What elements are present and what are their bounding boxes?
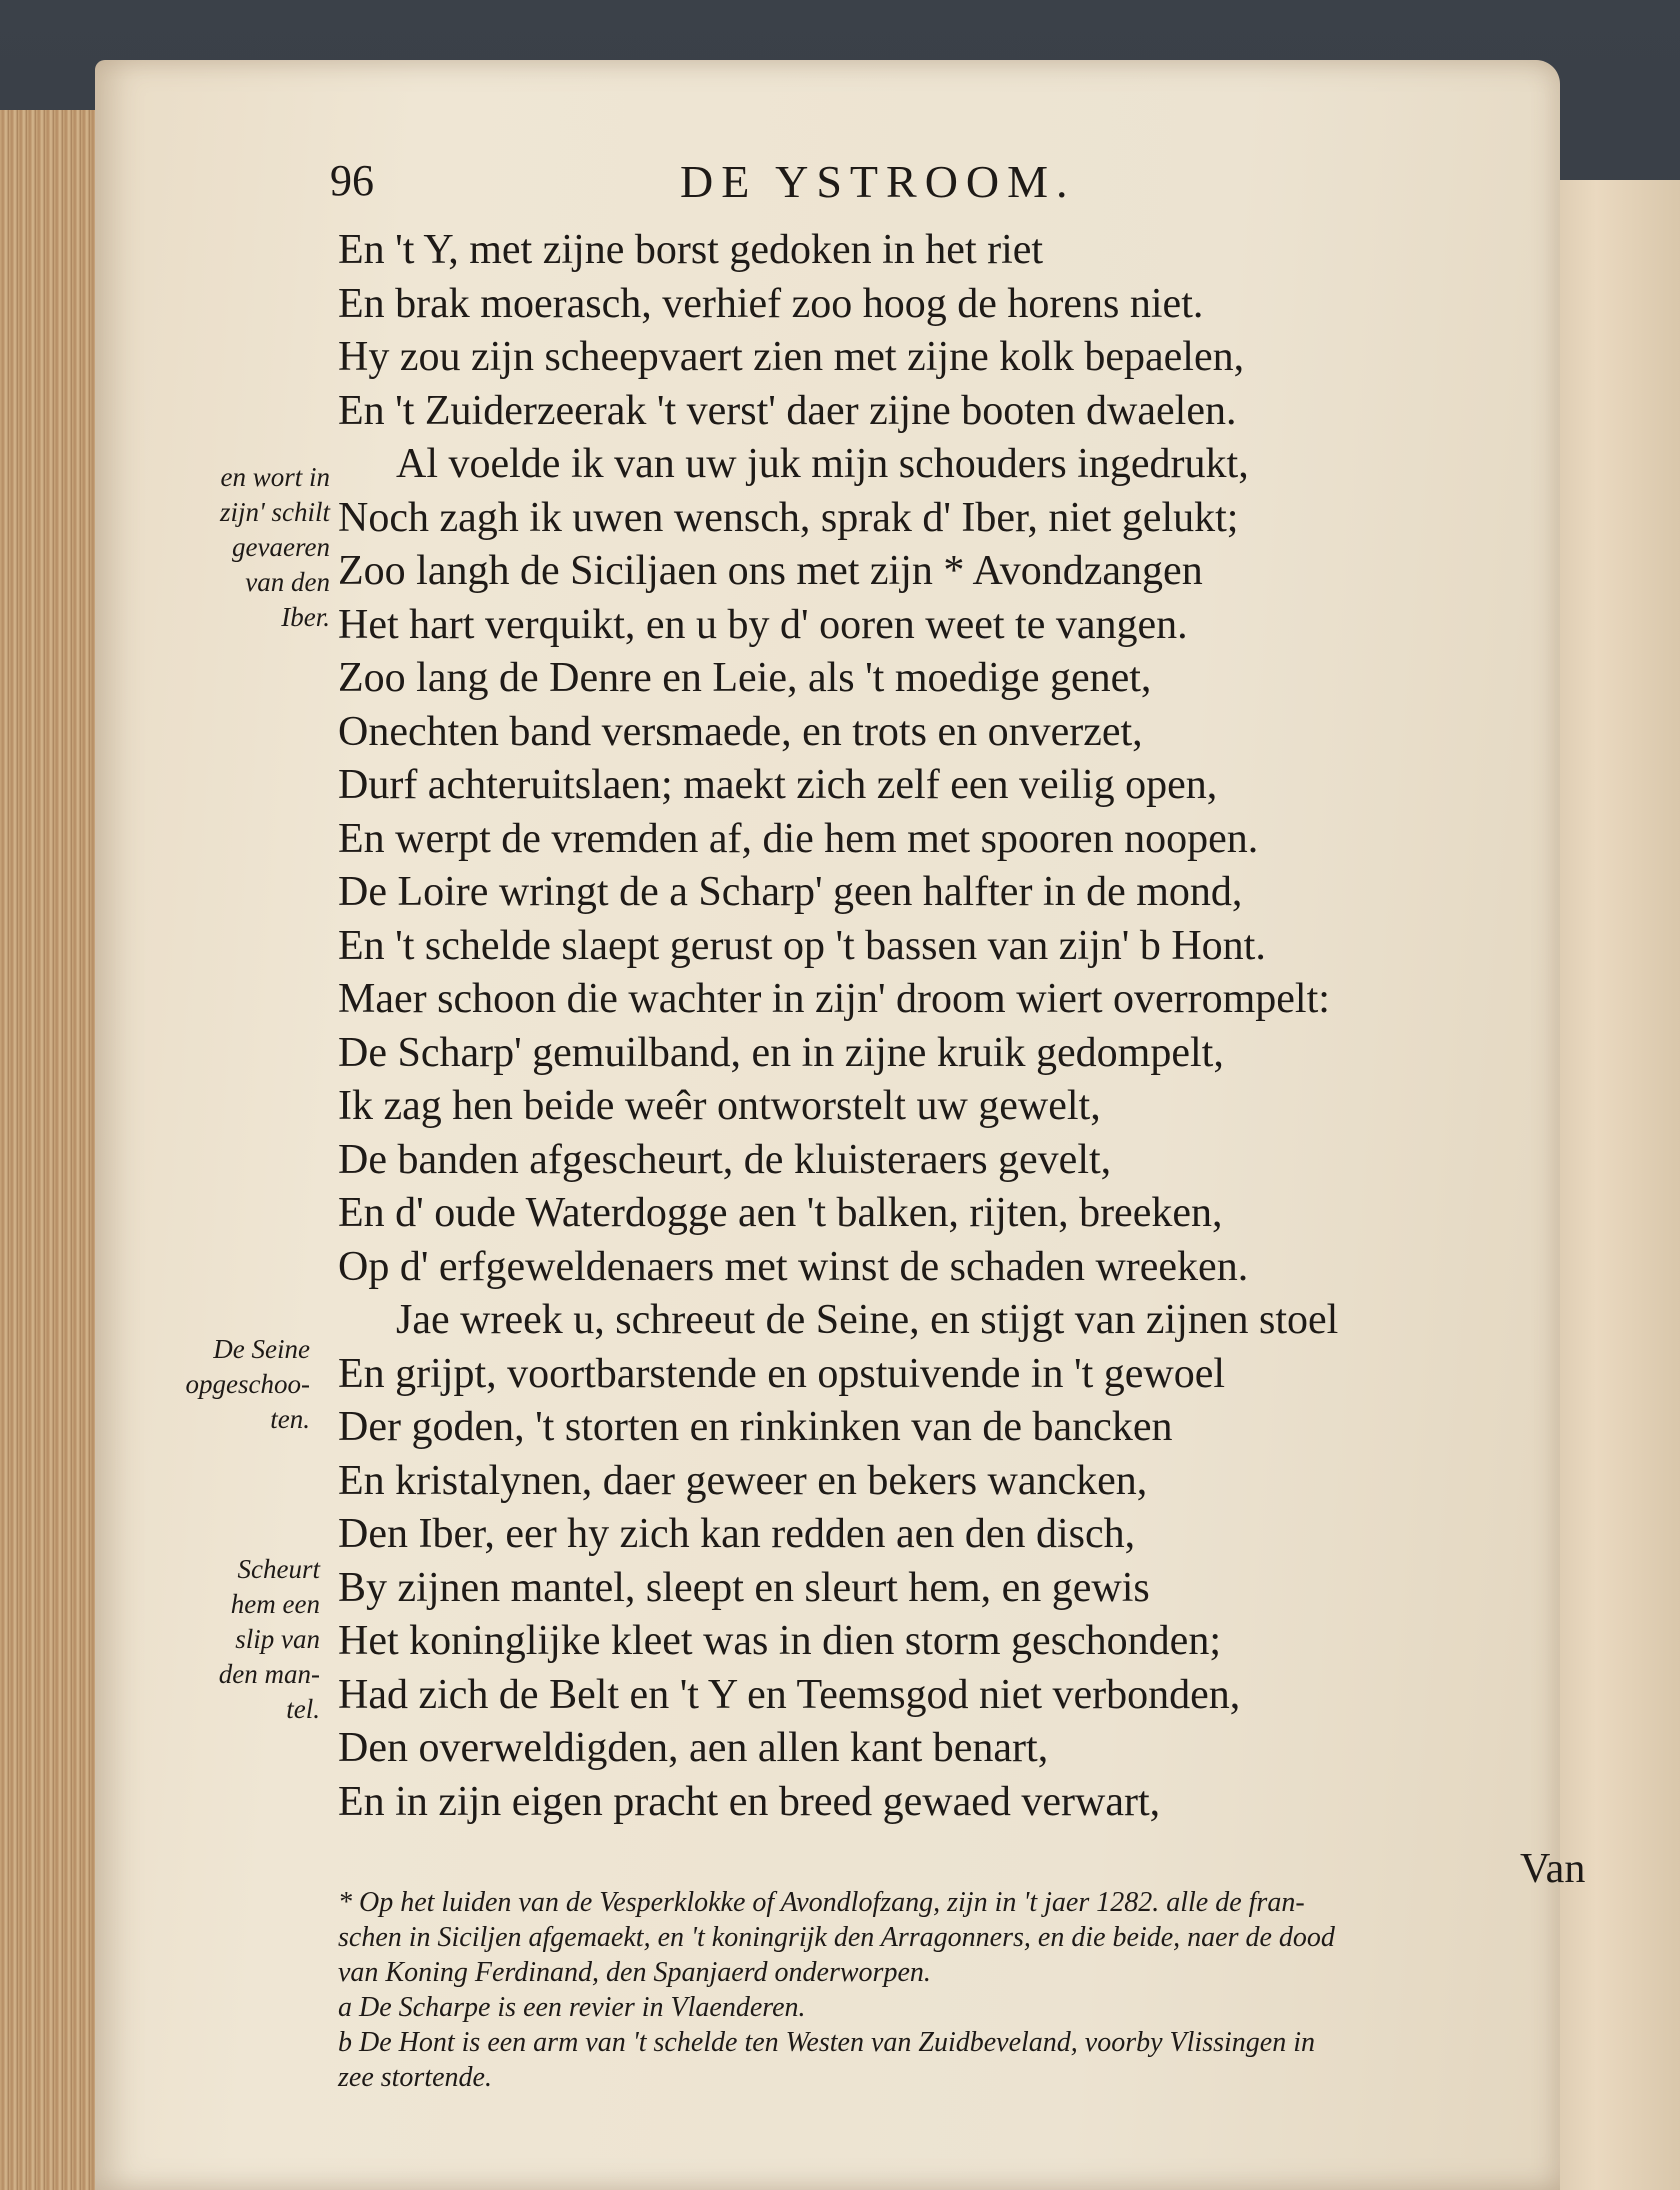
margin-note-line: zijn' schilt: [219, 497, 330, 527]
margin-note-line: ten.: [270, 1404, 310, 1434]
verse-line: De Scharp' gemuilband, en in zijne kruik gedompelt,: [338, 1029, 1224, 1076]
margin-note-line: van den: [245, 567, 330, 597]
verse-line: Jae wreek u, schreeut de Seine, en stijgt van zijnen stoel: [396, 1297, 1339, 1343]
verse-line: En 't schelde slaept gerust op 't bassen van zijn' b Hont.: [338, 922, 1266, 969]
running-head: DE YSTROOM.: [680, 156, 1076, 207]
verse-line: Ik zag hen beide weêr ontworstelt uw gewelt,: [338, 1083, 1101, 1129]
page-number: 96: [330, 156, 374, 205]
verse-line: Het koninglijke kleet was in dien storm geschonden;: [338, 1618, 1221, 1664]
footnote-line: a De Scharpe is een revier in Vlaenderen.: [338, 1992, 806, 2023]
verse-line: En kristalynen, daer geweer en bekers wancken,: [338, 1457, 1148, 1504]
verse-line: Op d' erfgeweldenaers met winst de schaden wreeken.: [338, 1243, 1249, 1290]
verse-line: Hy zou zijn scheepvaert zien met zijne kolk bepaelen,: [338, 334, 1245, 380]
footnote-line: van Koning Ferdinand, den Spanjaerd onderworpen.: [338, 1957, 931, 1988]
margin-note-mantel: [150, 1552, 320, 1727]
verse-line: En 't Y, met zijne borst gedoken in het riet: [338, 227, 1044, 273]
verse-line: Den Iber, eer hy zich kan redden aen den disch,: [338, 1511, 1136, 1557]
verse-line: Den overweldigden, aen allen kant benart,: [338, 1725, 1049, 1771]
footnote-line: zee stortende.: [338, 2062, 492, 2093]
margin-note-iber: [160, 460, 330, 635]
margin-note-line: Scheurt: [237, 1554, 320, 1584]
footnote-line: b De Hont is een arm van 't schelde ten Westen van Zuidbeveland, voorby Vlissingen in: [338, 2027, 1315, 2058]
margin-note-line: gevaeren: [232, 532, 330, 562]
margin-note-line: hem een: [230, 1589, 320, 1619]
verse-line: Noch zagh ik uwen wensch, sprak d' Iber, niet gelukt;: [338, 494, 1239, 541]
footnote-line: schen in Siciljen afgemaekt, en 't koningrijk den Arragonners, en die beide, naer de dood: [338, 1922, 1335, 1953]
verse-line: Der goden, 't storten en rinkinken van de bancken: [338, 1404, 1173, 1450]
margin-note-line: opgeschoo-: [185, 1369, 310, 1399]
margin-note-line: De Seine: [213, 1334, 310, 1364]
verse-line: De banden afgescheurt, de kluisteraers gevelt,: [338, 1136, 1112, 1183]
verse-line: Maer schoon die wachter in zijn' droom wiert overrompelt:: [338, 976, 1330, 1022]
verse-line: Al voelde ik van uw juk mijn schouders ingedrukt,: [396, 441, 1249, 487]
verse-line: Het hart verquikt, en u by d' ooren weet te vangen.: [338, 601, 1188, 648]
verse-line: De Loire wringt de a Scharp' geen halfter in de mond,: [338, 869, 1243, 915]
verse-line: Zoo langh de Siciljaen ons met zijn * Avondzangen: [338, 548, 1203, 594]
margin-note-line: slip van: [235, 1624, 320, 1654]
verse-line: Durf achteruitslaen; maekt zich zelf een veilig open,: [338, 762, 1218, 808]
verse-line: En in zijn eigen pracht en breed gewaed verwart,: [338, 1778, 1161, 1825]
margin-note-line: tel.: [286, 1694, 320, 1724]
margin-note-line: en wort in: [220, 462, 330, 492]
verse-line: En d' oude Waterdogge aen 't balken, rijten, breeken,: [338, 1190, 1223, 1236]
verse-line: En 't Zuiderzeerak 't verst' daer zijne booten dwaelen.: [338, 387, 1237, 434]
margin-note-line: Iber.: [281, 602, 330, 632]
footnotes: [338, 1885, 1588, 2095]
footnote-line: * Op het luiden van de Vesperklokke of Avondlofzang, zijn in 't jaer 1282. alle de fran-: [338, 1887, 1305, 1918]
verse-line: Onechten band versmaede, en trots en onverzet,: [338, 708, 1143, 755]
verse-line: En werpt de vremden af, die hem met spooren noopen.: [338, 815, 1259, 862]
verse-line: Zoo lang de Denre en Leie, als 't moedige genet,: [338, 655, 1152, 701]
margin-note-line: den man-: [218, 1659, 320, 1689]
catchword: Van: [1520, 1846, 1586, 1892]
margin-note-seine: [140, 1332, 310, 1437]
verse-line: En brak moerasch, verhief zoo hoog de horens niet.: [338, 280, 1204, 327]
verse-line: By zijnen mantel, sleept en sleurt hem, en gewis: [338, 1564, 1150, 1611]
verse-block: [338, 224, 1538, 1829]
verse-line: En grijpt, voortbarstende en opstuivende in 't gewoel: [338, 1350, 1226, 1397]
verse-line: Had zich de Belt en 't Y en Teemsgod niet verbonden,: [338, 1671, 1241, 1718]
